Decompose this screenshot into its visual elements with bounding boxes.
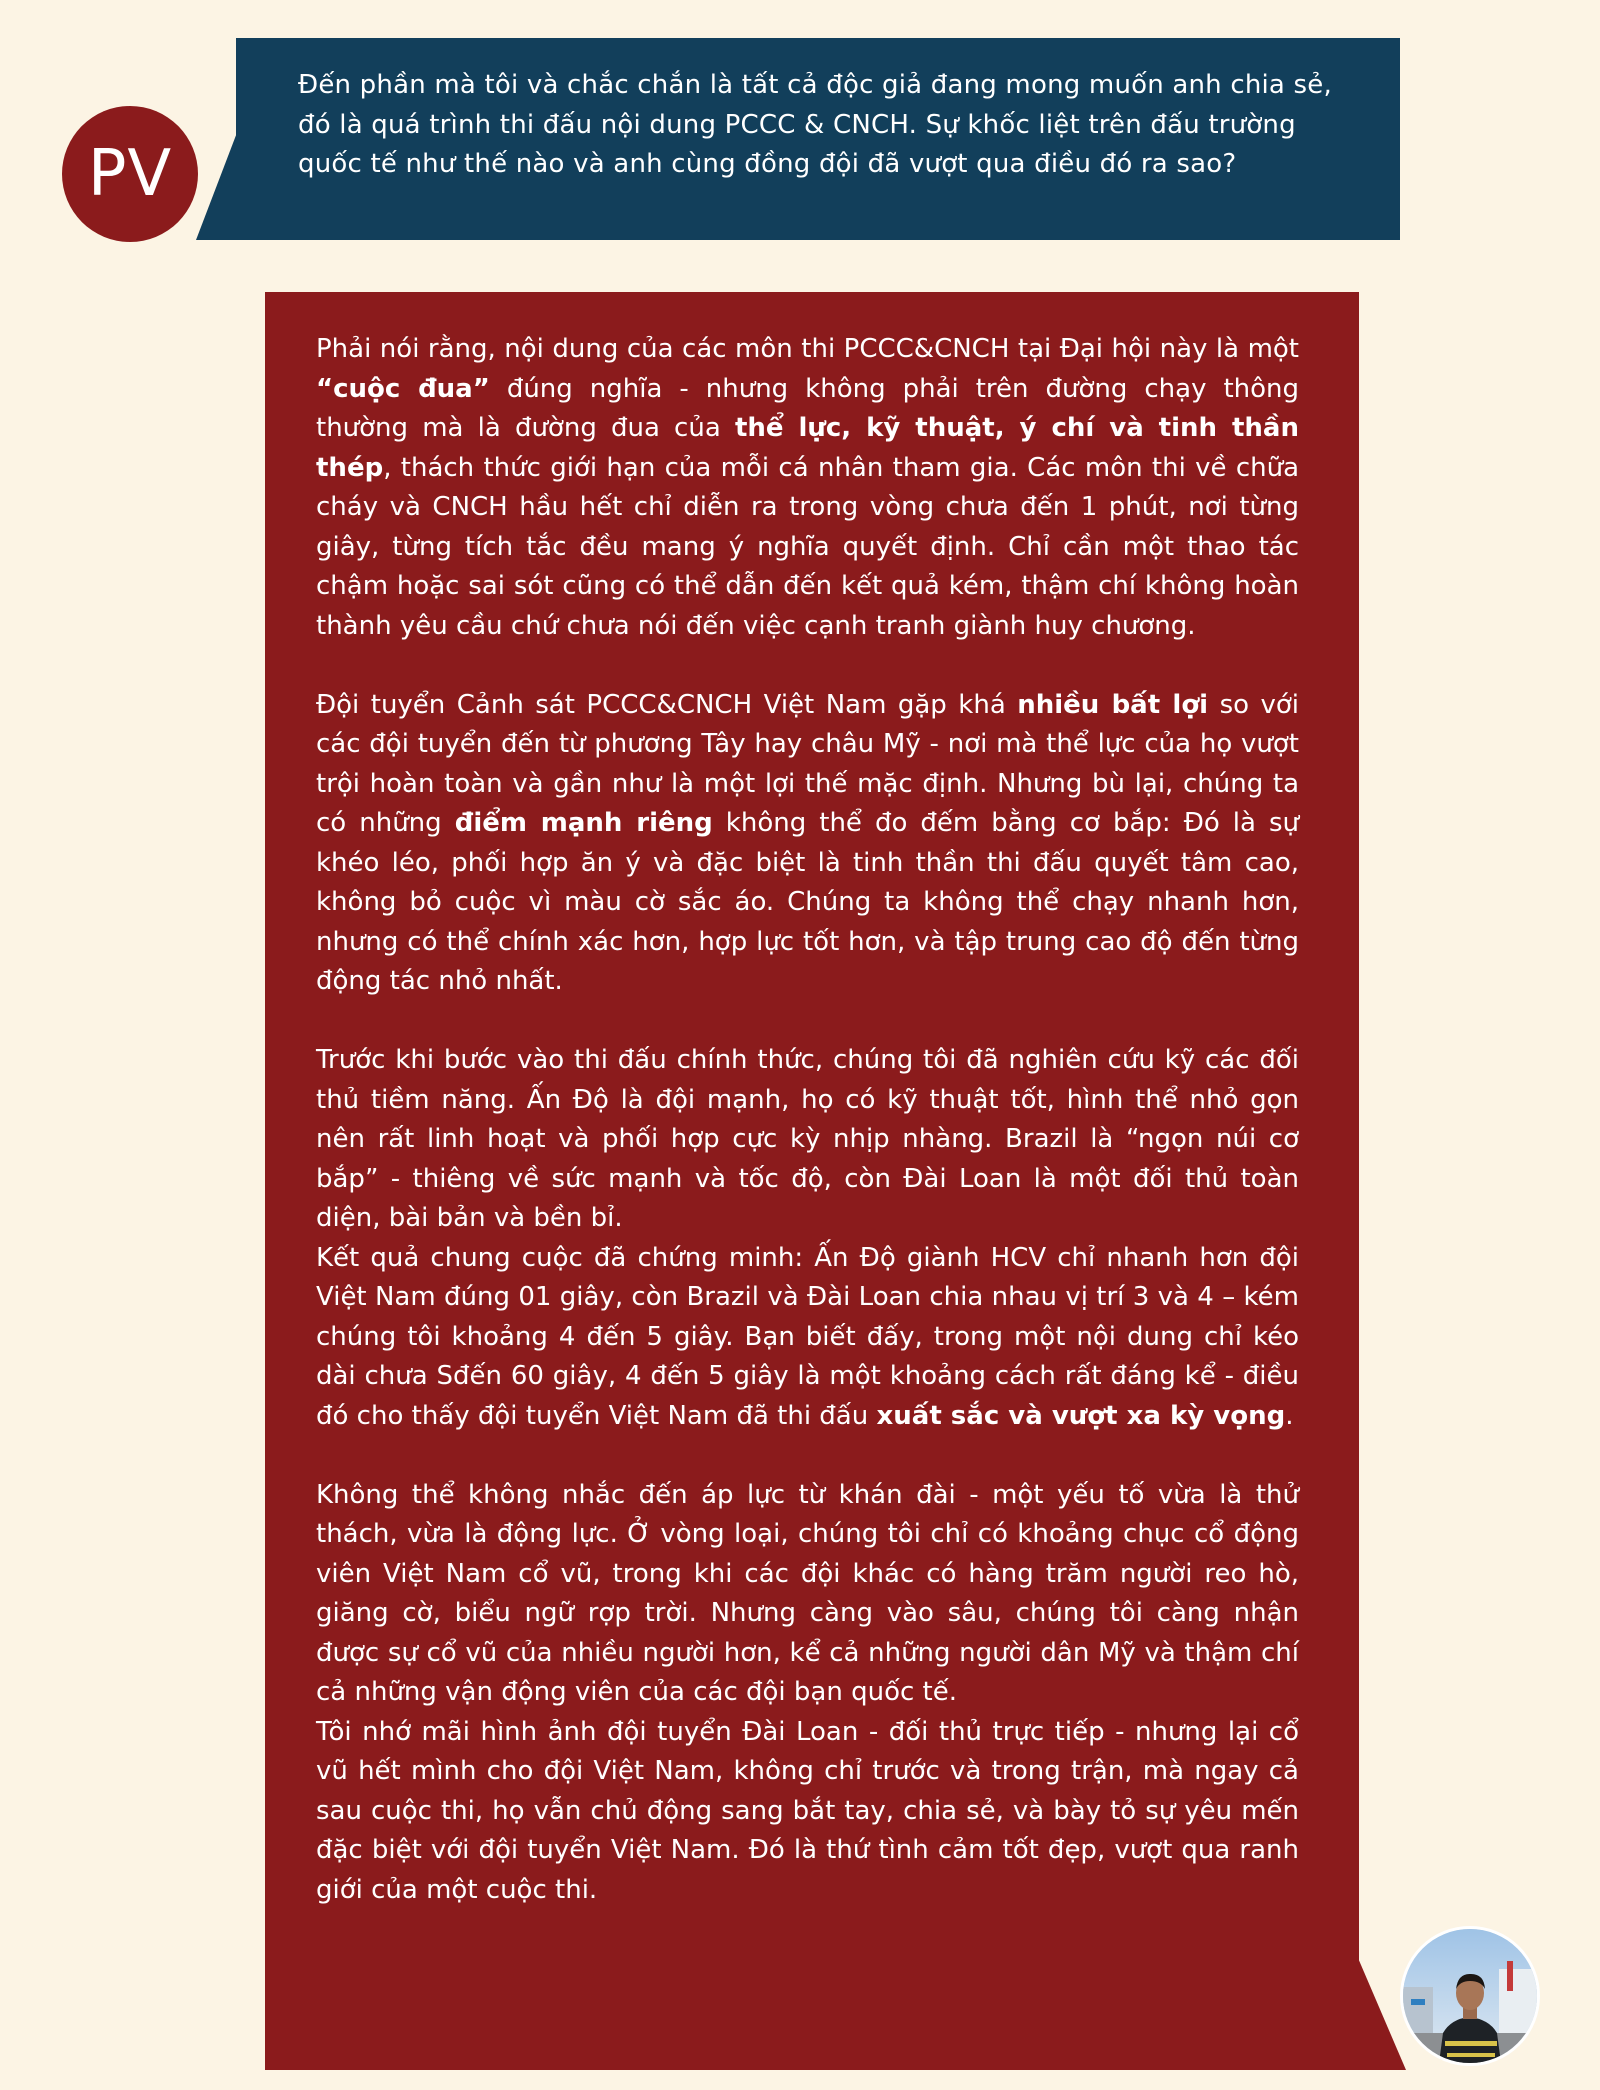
answer-paragraph-6-text-1: Tôi nhớ mãi hình ảnh đội tuyển Đài Loan - đối thủ trực tiếp - nhưng lại cổ vũ hết mình cho đội Việt Nam, không chỉ trước và trong trận, mà ngay cả sau cuộc thi, họ vẫn chủ động sang bắt tay, chia sẻ, và bày tỏ sự yêu mến đặc biệt với đội tuyển Việt Nam. Đó là thứ tình cảm tốt đẹp, vượt qua ranh giới của một cuộc thi. [316,1716,1299,1905]
answer-paragraph-1-text-3: , thách thức giới hạn của mỗi cá nhân tham gia. Các môn thi về chữa cháy và CNCH hầu hết chỉ diễn ra trong vòng chưa đến 1 phút, nơi từng giây, từng tích tắc đều mang ý nghĩa quyết định. Chỉ cần một thao tác chậm hoặc sai sót cũng có thể dẫn đến kết quả kém, thậm chí không hoàn thành yêu cầu chứ chưa nói đến việc cạnh tranh giành huy chương. [316,452,1299,641]
answer-paragraph-4-bold-1: xuất sắc và vượt xa kỳ vọng [876,1400,1286,1431]
interviewee-avatar [1400,1926,1540,2066]
answer-paragraph-1-bold-1: “cuộc đua” [316,373,490,404]
answer-paragraph-2-bold-1: nhiều bất lợi [1017,689,1209,720]
answer-paragraph-1 [316,330,1299,646]
answer-paragraph-6 [316,1713,1299,1911]
firefighter-portrait-icon [1403,1929,1537,2063]
answer-paragraph-2-text-2: so với các đội tuyển đến từ phương Tây hay châu Mỹ - nơi mà thể lực của họ vượt trội hoàn toàn và gần như là một lợi thế mặc định. Nhưng bù lại, chúng ta có những [316,689,1300,838]
answer-paragraph-5-text-1: Không thể không nhắc đến áp lực từ khán đài - một yếu tố vừa là thử thách, vừa là động lực. Ở vòng loại, chúng tôi chỉ có khoảng chục cổ động viên Việt Nam cổ vũ, trong khi các đội khác có hàng trăm người reo hò, giăng cờ, biểu ngữ rợp trời. Nhưng càng vào sâu, chúng tôi càng nhận được sự cổ vũ của nhiều người hơn, kể cả những người dân Mỹ và thậm chí cả những vận động viên của các đội bạn quốc tế. [316,1479,1299,1707]
interviewer-badge-label: PV [87,137,173,211]
answer-paragraph-3-text-1: Trước khi bước vào thi đấu chính thức, chúng tôi đã nghiên cứu kỹ các đối thủ tiềm năng. Ấn Độ là đội mạnh, họ có kỹ thuật tốt, hình thể nhỏ gọn nên rất linh hoạt và phối hợp cực kỳ nhịp nhàng. Brazil là “ngọn núi cơ bắp” - thiêng về sức mạnh và tốc độ, còn Đài Loan là một đối thủ toàn diện, bài bản và bền bỉ. [316,1045,1299,1233]
answer-paragraph-4-text-1: Kết quả chung cuộc đã chứng minh: Ấn Độ giành HCV chỉ nhanh hơn đội Việt Nam đúng 01 giây, còn Brazil và Đài Loan chia nhau vị trí 3 và 4 – kém chúng tôi khoảng 4 đến 5 giây. Bạn biết đấy, trong một nội dung chỉ kéo dài chưa Sđến 60 giây, 4 đến 5 giây là một khoảng cách rất đáng kể - điều đó cho thấy đội tuyển Việt Nam đã thi đấu [316,1242,1299,1431]
question-box [236,38,1400,240]
answer-paragraph-5 [316,1476,1299,1713]
answer-paragraph-2-bold-2: điểm mạnh riêng [454,808,713,838]
answer-paragraph-2 [316,686,1299,1002]
answer-paragraph-4 [316,1239,1299,1437]
answer-paragraph-1-bold-2: thể lực, kỹ thuật, ý chí và tinh thần thép [316,413,1299,483]
question-bubble-tail [196,130,238,240]
answer-paragraph-4-text-2: . [1285,1400,1294,1431]
answer-bubble-tail [1358,1958,1406,2070]
answer-paragraph-1-text-1: Phải nói rằng, nội dung của các môn thi PCCC&CNCH tại Đại hội này là một [316,334,1299,364]
answer-paragraph-2-text-1: Đội tuyển Cảnh sát PCCC&CNCH Việt Nam gặp khá [316,689,1018,720]
answer-paragraph-2-text-3: không thể đo đếm bằng cơ bắp: Đó là sự khéo léo, phối hợp ăn ý và đặc biệt là tinh thần thi đấu quyết tâm cao, không bỏ cuộc vì màu cờ sắc áo. Chúng ta không thể chạy nhanh hơn, nhưng có thể chính xác hơn, hợp lực tốt hơn, và tập trung cao độ đến từng động tác nhỏ nhất. [316,808,1299,996]
question-text: Đến phần mà tôi và chắc chắn là tất cả độc giả đang mong muốn anh chia sẻ, đó là quá trình thi đấu nội dung PCCC & CNCH. Sự khốc liệt trên đấu trường quốc tế như thế nào và anh cùng đồng đội đã vượt qua điều đó ra sao? [298,70,1332,179]
answer-paragraph-3 [316,1041,1299,1239]
answer-paragraph-1-text-2: đúng nghĩa - nhưng không phải trên đường chạy thông thường mà là đường đua của [316,373,1300,443]
answer-box [265,292,1359,2070]
interviewer-badge [62,106,198,242]
